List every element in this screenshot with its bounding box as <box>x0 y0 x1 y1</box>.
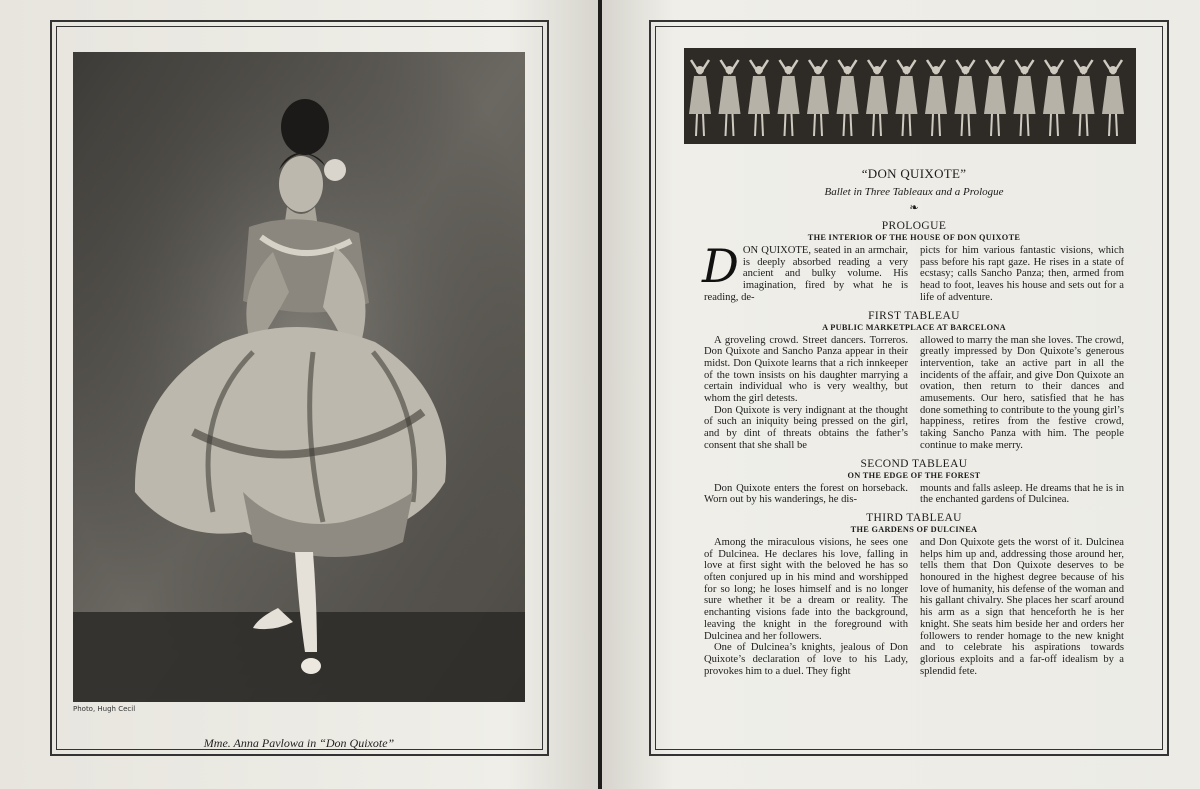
right-page <box>602 0 1200 789</box>
second-tableau-col1: Don Quixote enters the forest on horseback. Worn out by his wanderings, he dis- <box>704 482 908 506</box>
third-tableau-col2: and Don Quixote gets the worst of it. Dulcinea helps him up and, addressing those around her, tells them that Don Quixote deserves to be honoured in the highest degree because of his love of humanity, his defense of the woman and his gallant chivalry. She places her scarf around his arm as a sign that henceforth he is her knight. She seats him beside her and orders her followers to render homage to the new knight and to celebrate his aspirations towards glorious exploits and a far-off idealism by a splendid fete. <box>920 536 1124 677</box>
first-tableau-heading: FIRST TABLEAU <box>868 309 960 322</box>
prologue-col2: picts for him various fantastic visions, which pass before his rapt gaze. He rises in a state of ecstasy; calls Sancho Panza; then, armed from head to foot, leaves his house and sets out for a life of adventure. <box>920 245 1124 303</box>
dancers-banner-photograph <box>684 48 1136 144</box>
dancer-photograph <box>73 52 525 702</box>
prologue-text <box>702 239 1124 304</box>
prologue-heading: PROLOGUE <box>881 220 947 232</box>
drop-cap: D <box>702 239 739 293</box>
second-tableau-subheading: ON THE EDGE OF THE FOREST <box>847 470 981 480</box>
third-tableau-col1-p1: Among the miraculous visions, he sees one of Dulcinea. He declares his love, falling in love at first sight with the beloved he has so often conjured up in his mind and worshipped for so long; he loses himself and is no longer sure whether it be a dream or reality. The enchanting visions fade into the background, leaving the knight in the foreground with Dulcinea and her followers. <box>704 536 908 642</box>
photo-credit: Photo, Hugh Cecil <box>73 705 136 713</box>
first-tableau-col2: allowed to marry the man she loves. The crowd, greatly impressed by Don Quixote’s generous intervention, take an active part in all the incidents of the affair, and give Don Quixote an ovation, then return to their dances and amusements. Our hero, satisfied that he has done something to contribute to the young girl’s happiness, retires from the festive crowd, taking Sancho Panza with him. The people continue to make merry. <box>920 334 1124 451</box>
third-tableau-col1-p2: One of Dulcinea’s knights, jealous of Don Quixote’s declaration of love to his Lady, provokes him to a duel. They fight <box>704 642 908 677</box>
ballet-subtitle: Ballet in Three Tableaux and a Prologue <box>824 186 1004 198</box>
second-tableau-col2: mounts and falls asleep. He dreams that he is in the enchanted gardens of Dulcinea. <box>920 482 1124 506</box>
second-tableau-text <box>704 483 1124 506</box>
third-tableau-subheading: THE GARDENS OF DULCINEA <box>850 524 978 534</box>
ballet-title: “DON QUIXOTE” <box>861 166 967 181</box>
photo-caption: Mme. Anna Pavlowa in “Don Quixote” <box>203 736 395 750</box>
third-tableau-heading: THIRD TABLEAU <box>866 511 962 524</box>
ornament-icon: ❧ <box>909 202 919 214</box>
first-tableau-text <box>704 335 1124 452</box>
prologue-col1: ON QUIXOTE, seated in an armchair, is deeply absorbed reading a very ancient and bulky volume. His imagination, fired by what he is reading, de- <box>704 245 908 303</box>
prologue-subheading: THE INTERIOR OF THE HOUSE OF DON QUIXOTE <box>807 233 1021 242</box>
third-tableau-text <box>704 537 1124 677</box>
second-tableau-heading: SECOND TABLEAU <box>860 457 968 470</box>
program-text <box>704 166 1124 677</box>
first-tableau-col1-p2: Don Quixote is very indignant at the thought of such an iniquity being pressed on the girl, and by dint of threats obtains the father’s consent that she shall be <box>704 404 908 451</box>
left-page <box>0 0 598 789</box>
first-tableau-col1-p1: A groveling crowd. Street dancers. Torreros. Don Quixote and Sancho Panza appear in their midst. Don Quixote learns that a rich innkeeper of the town insists on his daughter marrying a certain individual who is very wealthy, but whom the girl detests. <box>704 334 908 405</box>
first-tableau-subheading: A PUBLIC MARKETPLACE AT BARCELONA <box>822 322 1006 332</box>
